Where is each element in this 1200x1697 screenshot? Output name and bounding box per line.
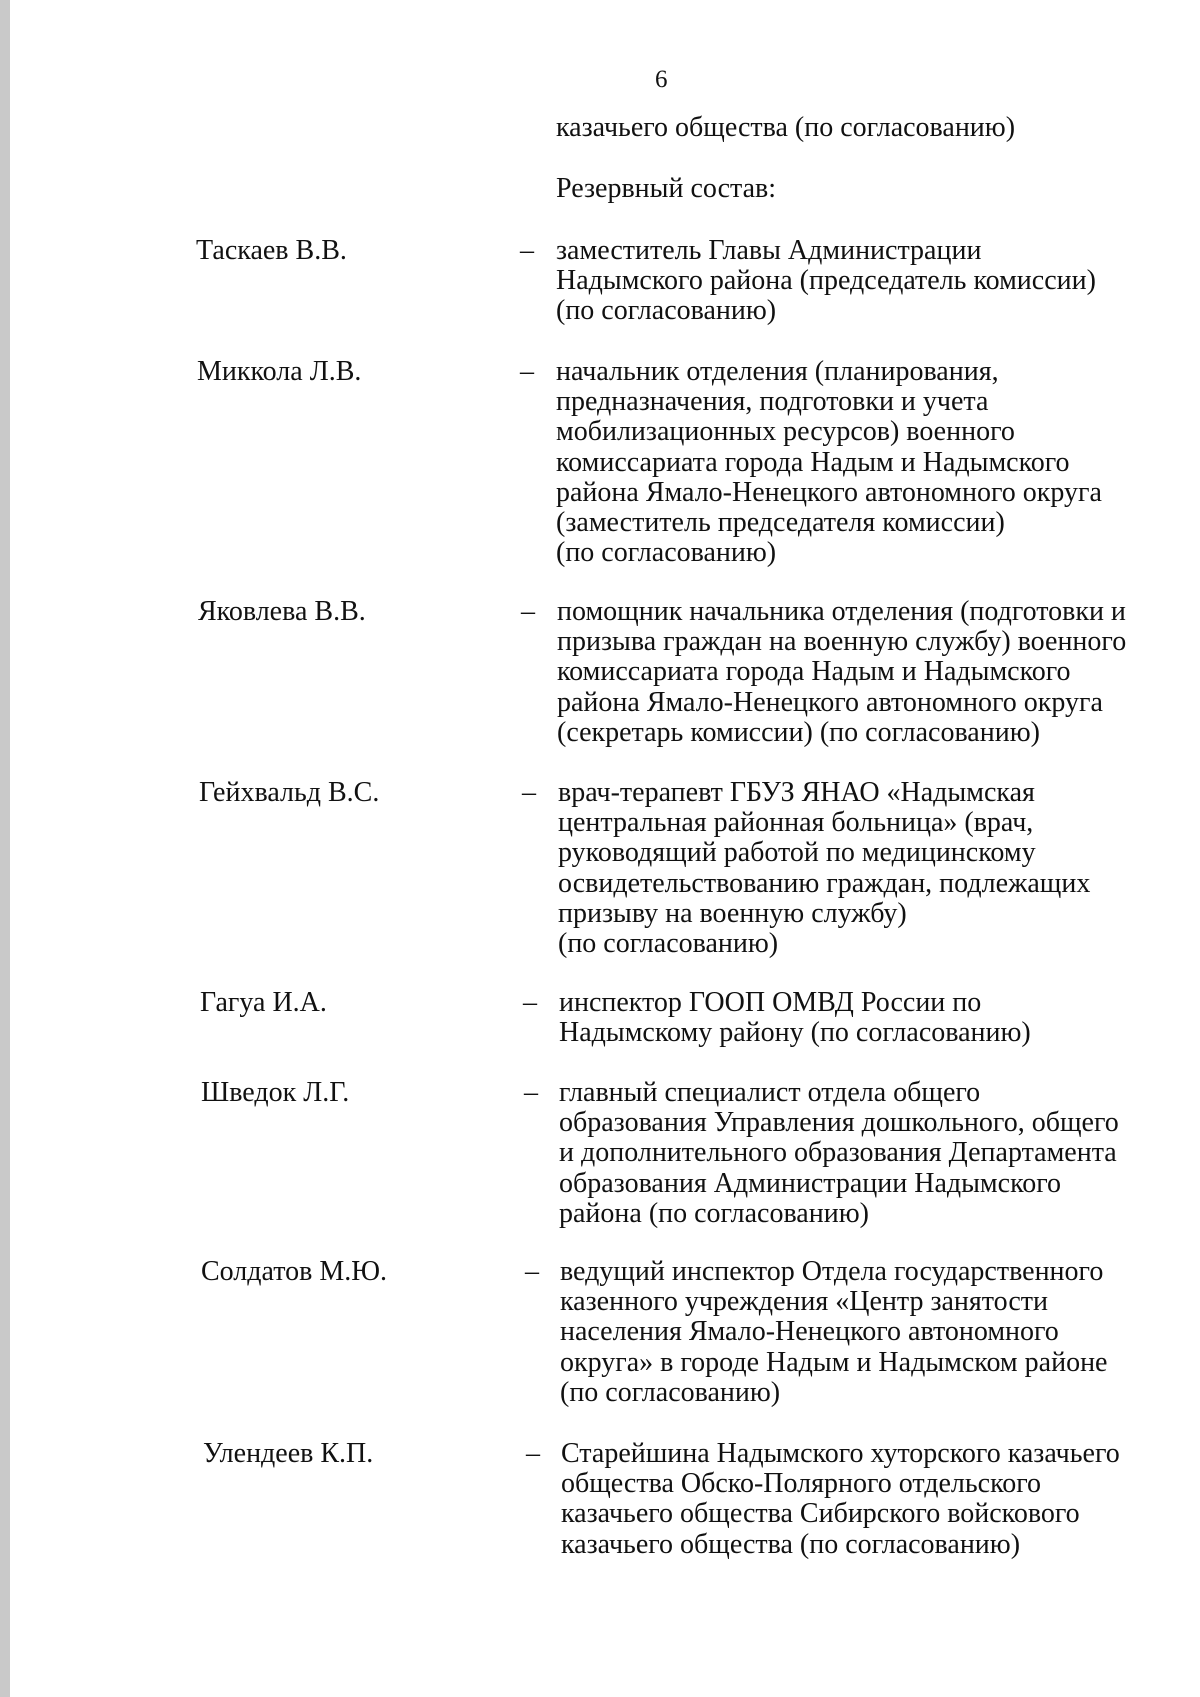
role-line: ведущий инспектор Отдела государственного <box>560 1256 1104 1287</box>
role-line: помощник начальника отделения (подготовки и <box>557 596 1126 627</box>
dash: – <box>523 987 537 1018</box>
member-name: Таскаев В.В. <box>196 235 347 266</box>
role-line: врач-терапевт ГБУЗ ЯНАО «Надымская <box>558 777 1035 808</box>
member-name: Солдатов М.Ю. <box>201 1256 387 1287</box>
role-line: (по согласованию) <box>558 928 779 960</box>
member-role <box>559 988 1159 1048</box>
role-line: Надымского района (председатель комиссии) <box>556 265 1096 297</box>
dash: – <box>521 596 535 627</box>
role-line: начальник отделения (планирования, <box>556 356 999 387</box>
role-line: образования Управления дошкольного, общего <box>559 1107 1119 1139</box>
role-line: заместитель Главы Администрации <box>556 235 982 266</box>
role-line: комиссариата города Надым и Надымского <box>556 446 1070 478</box>
member-name: Миккола Л.В. <box>197 356 362 387</box>
member-name: Улендеев К.П. <box>203 1438 374 1469</box>
role-line: главный специалист отдела общего <box>559 1077 981 1108</box>
role-line: округа» в городе Надым и Надымском районе <box>560 1346 1108 1378</box>
member-role <box>556 357 1156 568</box>
role-line: центральная районная больница» (врач, <box>558 807 1034 839</box>
member-role <box>556 236 1156 327</box>
role-line: (заместитель председателя комиссии) <box>556 507 1005 539</box>
scan-edge <box>0 0 10 1697</box>
role-line: призыва граждан на военную службу) военного <box>557 626 1127 658</box>
role-line: Надымскому району (по согласованию) <box>559 1017 1031 1049</box>
role-line: освидетельствованию граждан, подлежащих <box>558 867 1091 899</box>
role-line: района Ямало-Ненецкого автономного округа <box>556 476 1102 508</box>
role-line: мобилизационных ресурсов) военного <box>556 416 1015 448</box>
role-line: казачьего общества (по согласованию) <box>561 1528 1021 1560</box>
member-role <box>557 597 1157 748</box>
role-line: (секретарь комиссии) (по согласованию) <box>557 716 1040 748</box>
role-line: (по согласованию) <box>556 537 777 569</box>
role-line: Старейшина Надымского хуторского казачьего <box>561 1438 1120 1469</box>
role-line: казачьего общества Сибирского войскового <box>561 1498 1080 1530</box>
reserve-heading: Резервный состав: <box>556 173 777 204</box>
role-line: района (по согласованию) <box>559 1197 869 1229</box>
role-line: населения Ямало-Ненецкого автономного <box>560 1316 1059 1348</box>
role-line: руководящий работой по медицинскому <box>558 837 1036 869</box>
role-line: (по согласованию) <box>556 295 777 327</box>
page-number: 6 <box>655 66 668 93</box>
member-role <box>559 1078 1159 1229</box>
role-line: (по согласованию) <box>560 1376 781 1408</box>
member-name: Шведок Л.Г. <box>201 1077 350 1108</box>
member-role <box>560 1257 1160 1408</box>
role-line: предназначения, подготовки и учета <box>556 386 989 418</box>
member-name: Яковлева В.В. <box>198 596 366 627</box>
role-line: и дополнительного образования Департамента <box>559 1137 1117 1169</box>
member-role <box>558 778 1158 959</box>
role-line: комиссариата города Надым и Надымского <box>557 656 1071 688</box>
dash: – <box>525 1256 539 1287</box>
dash: – <box>522 777 536 808</box>
member-name: Гейхвальд В.С. <box>199 777 380 808</box>
role-line: общества Обско-Полярного отдельского <box>561 1468 1042 1500</box>
role-line: призыву на военную службу) <box>558 897 907 929</box>
dash: – <box>524 1077 538 1108</box>
dash: – <box>526 1438 540 1469</box>
continuation-line: казачьего общества (по согласованию) <box>556 112 1016 143</box>
member-name: Гагуа И.А. <box>200 987 327 1018</box>
role-line: образования Администрации Надымского <box>559 1167 1062 1199</box>
role-line: казенного учреждения «Центр занятости <box>560 1286 1049 1318</box>
dash: – <box>520 235 534 266</box>
member-role <box>561 1439 1161 1560</box>
role-line: инспектор ГООП ОМВД России по <box>559 987 982 1018</box>
dash: – <box>520 356 534 387</box>
role-line: района Ямало-Ненецкого автономного округа <box>557 686 1103 718</box>
